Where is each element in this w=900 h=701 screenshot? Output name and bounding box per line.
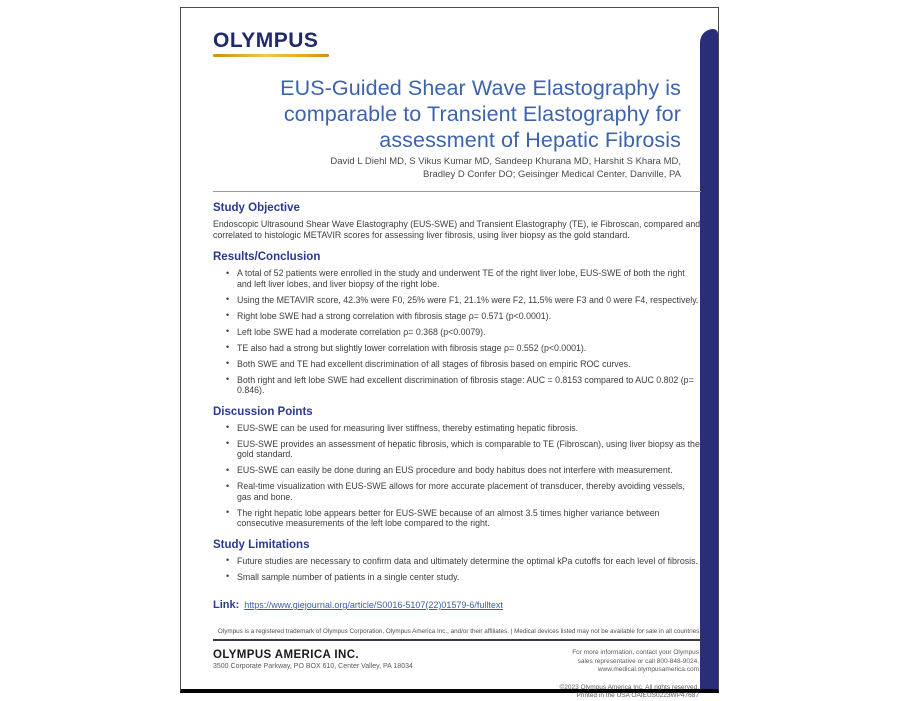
bullet-item: • Both right and left lobe SWE had excellent discrimination of fibrosis stage: AUC = 0.8153 compared to AUC 0.802 (p= 0.846). — [213, 375, 701, 396]
title-line: EUS-Guided Shear Wave Elastography is — [280, 76, 681, 100]
section-heading: Study Objective — [213, 202, 300, 214]
bullet-list — [213, 423, 701, 529]
footer-left — [213, 649, 413, 701]
title-line: comparable to Transient Elastography for — [283, 102, 681, 126]
olympus-logo — [213, 29, 329, 57]
author-line: David L Diehl MD, S Vikus Kumar MD, Sandeep Khurana MD, Harshit S Khara MD, — [330, 156, 681, 167]
section — [213, 251, 701, 396]
bullet-item: • Left lobe SWE had a moderate correlation ρ= 0.368 (p<0.0079). — [213, 327, 701, 338]
section-paragraph: Endoscopic Ultrasound Shear Wave Elastography (EUS-SWE) and Transient Elastography (TE), ie Fibroscan, compared and correlated to histologic METAVIR scores for assessing liver fibrosis, using liver biopsy as the gold standard. — [213, 219, 701, 240]
footer-address: 3500 Corporate Parkway, PO BOX 610, Center Valley, PA 18034 — [213, 663, 413, 670]
bullet-item: • TE also had a strong but slightly lower correlation with fibrosis stage ρ= 0.552 (p<0.0001). — [213, 343, 701, 354]
footer — [213, 649, 701, 701]
section — [213, 202, 701, 241]
section-heading: Discussion Points — [213, 405, 313, 418]
author-line: Bradley D Confer DO; Geisinger Medical Center, Danville, PA — [422, 168, 681, 180]
bullet-item: • EUS-SWE provides an assessment of hepatic fibrosis, which is comparable to TE (Fibroscan), using liver biopsy as the gold standard. — [213, 439, 701, 460]
footer-contact-line: sales representative or call 800-848-9024. — [577, 657, 699, 665]
bullet-item: • Future studies are necessary to confirm data and ultimately determine the optimal kPa cutoffs for each level of fibrosis. — [213, 556, 701, 567]
document-title — [213, 75, 701, 153]
title-line: assessment of Hepatic Fibrosis — [379, 128, 681, 152]
section-heading: Study Limitations — [213, 538, 310, 551]
footer-company: OLYMPUS AMERICA INC. — [213, 649, 360, 661]
bullet-item: • Both SWE and TE had excellent discrimination of all stages of fibrosis based on empiric ROC curves. — [213, 359, 701, 370]
article-link[interactable]: https://www.giejournal.org/article/S0016-5107(22)01579-6/fulltext — [244, 600, 503, 610]
footer-contact-line: www.medical.olympusamerica.com — [597, 666, 699, 673]
legal-line: Olympus is a registered trademark of Olympus Corporation, Olympus America Inc., and/or their affiliates. | Medical devices listed may not be available for sale in all countries. — [217, 628, 701, 635]
footer-divider — [213, 639, 701, 641]
olympus-logo-underline — [213, 54, 329, 57]
bullet-item: • Right lobe SWE had a strong correlation with fibrosis stage ρ= 0.571 (p<0.0001). — [213, 311, 701, 322]
bullet-list — [213, 268, 701, 396]
footer-contact-line: For more information, contact your Olympus — [572, 649, 699, 656]
footer-copyright-line: Printed in the USA OAIEUS0223WP47687 — [576, 692, 699, 699]
bullet-item: • A total of 52 patients were enrolled in the study and underwent TE of the right liver lobe, EUS-SWE of both the right and left liver lobes, and liver biopsy of the right lobe. — [213, 268, 701, 289]
sections-container — [213, 202, 701, 582]
bullet-item: • Small sample number of patients in a single center study. — [213, 572, 701, 583]
header-divider — [213, 191, 701, 192]
section — [213, 539, 701, 583]
authors — [213, 156, 701, 181]
link-label: Link: — [213, 599, 240, 611]
footer-copyright-line: ©2023 Olympus America Inc. All rights reserved. — [559, 683, 699, 691]
bullet-item: • The right hepatic lobe appears better for EUS-SWE because of an almost 3.5 times higher variance between consecutive measurements of the left lobe compared to the right. — [213, 508, 701, 529]
footer-contact — [559, 649, 699, 675]
bullet-item: • Real-time visualization with EUS-SWE allows for more accurate placement of transducer, thereby avoiding vessels, gas and bone. — [213, 481, 701, 502]
bullet-item: • Using the METAVIR score, 42.3% were F0, 25% were F1, 21.1% were F2, 11.5% were F3 and 0 were F4, respectively. — [213, 295, 701, 306]
document-page — [180, 7, 719, 699]
bullet-item: • EUS-SWE can easily be done during an EUS procedure and body habitus does not interfere with measurement. — [213, 465, 701, 476]
section-heading: Results/Conclusion — [213, 251, 321, 263]
olympus-logo-text: OLYMPUS — [213, 29, 319, 52]
article-link-row — [213, 595, 701, 613]
footer-copyright — [559, 684, 699, 701]
section — [213, 406, 701, 529]
bullet-item: • EUS-SWE can be used for measuring liver stiffness, thereby estimating hepatic fibrosis. — [213, 423, 701, 434]
page-content — [181, 8, 718, 699]
bullet-list — [213, 556, 701, 583]
footer-right — [559, 649, 699, 701]
